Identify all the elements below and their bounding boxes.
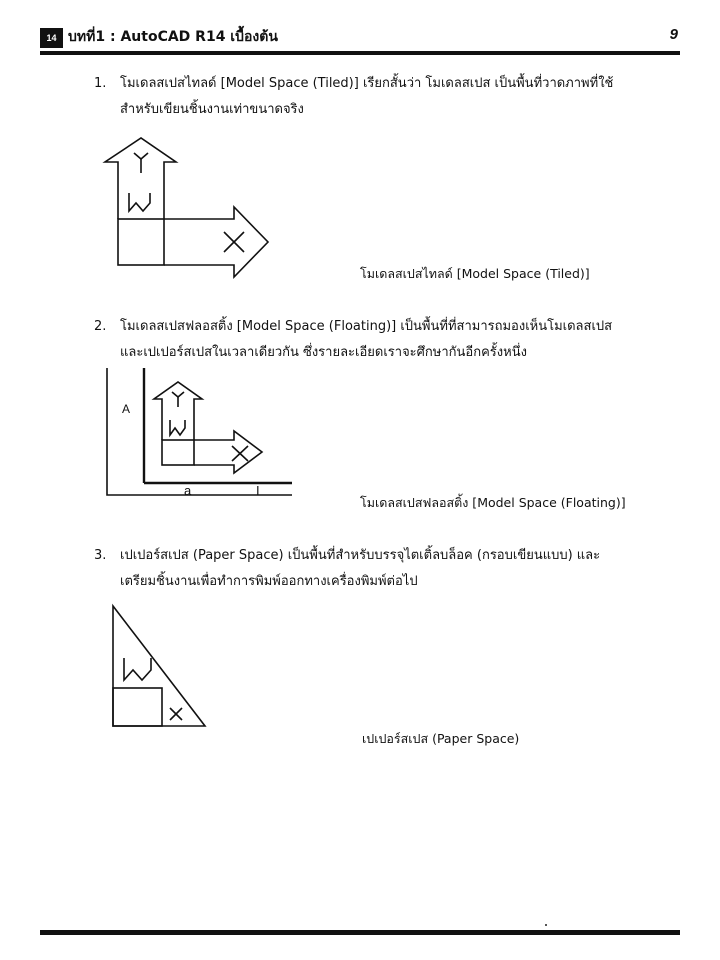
page-number: 9 bbox=[669, 26, 678, 43]
axis-label-a-upper: A bbox=[122, 402, 131, 416]
chapter-logo-icon: 14 bbox=[40, 28, 63, 48]
chapter-title bbox=[68, 26, 278, 48]
y-letter-stroke-1 bbox=[172, 392, 178, 397]
section-3-caption: เปเปอร์สเปส (Paper Space) bbox=[362, 731, 520, 746]
section-3-line-2: เตรียมชิ้นงานเพื่อทำการพิมพ์ออกทางเครื่องพิมพ์ต่อไป bbox=[120, 574, 418, 589]
paper-space-triangle-icon bbox=[113, 606, 205, 726]
section-2-number: 2. bbox=[94, 319, 107, 334]
section-2-caption: โมเดลสเปสฟลอสติ้ง [Model Space (Floating)] bbox=[360, 495, 626, 510]
axis-label-a-lower: a bbox=[184, 483, 192, 498]
section-1-text bbox=[120, 71, 686, 123]
viewport-frame bbox=[107, 368, 292, 495]
w-letter bbox=[170, 420, 185, 435]
section-2-line-2: และเปเปอร์สเปสในเวลาเดียวกัน ซึ่งรายละเอียดเราจะศึกษากันอีกครั้งหนึ่ง bbox=[120, 345, 527, 360]
w-letter bbox=[129, 193, 150, 211]
model-space-floating-figure bbox=[104, 365, 294, 500]
section-1-number: 1. bbox=[94, 76, 107, 91]
header-rule bbox=[40, 51, 680, 55]
paper-space-figure bbox=[108, 604, 208, 729]
y-letter-stroke-2 bbox=[178, 392, 184, 397]
section-2-line-1: โมเดลสเปสฟลอสติ้ง [Model Space (Floating)] เป็นพื้นที่ที่สามารถมองเห็นโมเดลสเปส bbox=[120, 319, 613, 334]
section-1-line-2: สำหรับเขียนชิ้นงานเท่าขนาดจริง bbox=[120, 102, 304, 117]
chapter-label: บทที่1 bbox=[68, 29, 106, 45]
section-3-text bbox=[120, 543, 686, 595]
w-letter bbox=[124, 658, 151, 680]
x-axis-arrow-small bbox=[194, 431, 262, 473]
section-1-line-1: โมเดลสเปสไทลด์ [Model Space (Tiled)] เรียกสั้นว่า โมเดลสเปส เป็นพื้นที่วาดภาพที่ใช้ bbox=[120, 76, 614, 91]
axis-label-i: I bbox=[256, 483, 260, 498]
chapter-separator: : bbox=[109, 29, 116, 45]
section-3-number: 3. bbox=[94, 548, 107, 563]
origin-square-small bbox=[162, 440, 194, 465]
x-axis-arrow bbox=[164, 207, 268, 277]
model-space-tiled-figure bbox=[100, 135, 275, 270]
scan-speck bbox=[545, 924, 547, 926]
y-letter-stroke-2 bbox=[141, 153, 148, 159]
section-3-line-1: เปเปอร์สเปส (Paper Space) เป็นพื้นที่สำหรับบรรจุไตเติ้ลบล็อค (กรอบเขียนแบบ) และ bbox=[120, 548, 601, 563]
y-axis-arrow bbox=[105, 138, 176, 219]
y-letter-stroke-1 bbox=[134, 153, 141, 159]
chapter-name: AutoCAD R14 เบื้องต้น bbox=[120, 29, 278, 45]
footer-rule bbox=[40, 930, 680, 935]
origin-square bbox=[118, 219, 164, 265]
origin-square bbox=[113, 688, 162, 726]
section-1-caption: โมเดลสเปสไทลด์ [Model Space (Tiled)] bbox=[360, 266, 590, 281]
page-header bbox=[40, 26, 682, 52]
section-2-text bbox=[120, 314, 686, 366]
